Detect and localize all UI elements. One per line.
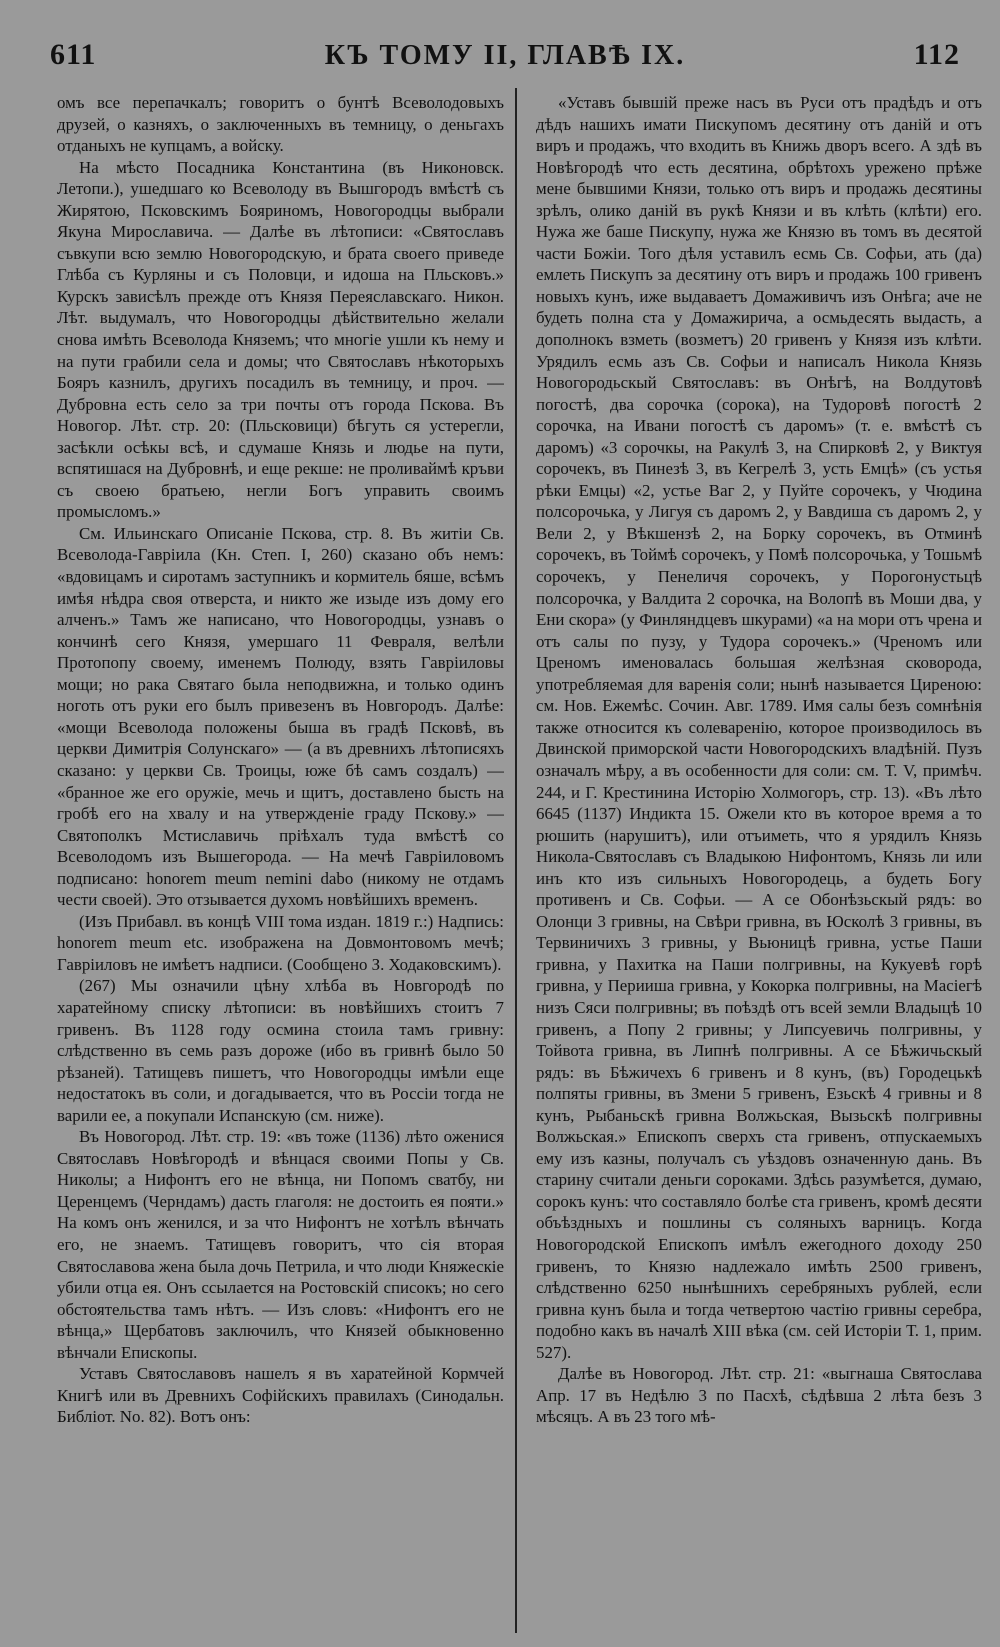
left-column <box>57 92 504 1635</box>
paragraph: Далѣе въ Новогород. Лѣт. стр. 21: «выгнаша Святослава Апр. 17 въ Недѣлю 3 по Пасхѣ, сѣдѣвша 2 лѣта безъ 3 мѣсяцъ. А въ 23 того мѣ- <box>536 1364 982 1427</box>
page-number-right: 112 <box>913 38 960 71</box>
running-title: КЪ ТОМУ II, ГЛАВѢ IX. <box>324 40 686 71</box>
paragraph: На мѣсто Посадника Константина (въ Никоновск. Летопи.), ушедшаго ко Всеволоду въ Вышгородъ вмѣстѣ съ Жирятою, Псковскимъ Бояриномъ, Новогородцы выбрали Якуна Мирославича. — Далѣе въ лѣтописи: «Святославъ съвкупи всю землю Новогородскую, и брата своего приведе Глѣба съ Курляны и съ Половци, и идоша на Пльсковъ.» Курскъ зависѣлъ прежде отъ Князя Переяславскаго. Никон. Лѣт. выдумалъ, что Новогородцы дѣйствительно желали снова имѣть Всеволода Княземъ; что многіе ушли къ нему и на пути грабили села и домы; что Святославъ нѣкоторыхъ Бояръ казнилъ, другихъ посадилъ въ темницу, и проч. — Дубровна есть село за три почты отъ города Пскова. Въ Новогор. Лѣт. стр. 20: (Пльсковици) бѣгуть ся устерегли, засѣкли осѣкы всѣ, и сдумаше Князь и людье на пути, вспятишася на Дубровнѣ, и еще рекше: не проливаймѣ кръви съ своею братьею, негли Богъ управить своимъ промысломъ.» <box>57 157 504 522</box>
right-column <box>536 92 982 1635</box>
paragraph: омъ все перепачкалъ; говоритъ о бунтѣ Всеволодовыхъ друзей, о казняхъ, о заключенныхъ въ темницу, о деньгахъ отданыхъ не купцамъ, а войску. <box>57 93 504 156</box>
page-number-left: 611 <box>50 38 97 71</box>
paragraph: «Уставъ бывшій преже насъ въ Руси отъ прадѣдъ и отъ дѣдъ нашихъ имати Пискупомъ десятину отъ даній и отъ виръ и продажъ, что входить въ Книжь дворъ всего. А здѣ въ Новѣгородѣ что есть десятина, обрѣтохъ урежено прѣже мене бывшими Князи, только отъ виръ и продажь десятины зрѣлъ, олико даній въ рукѣ Князи и въ клѣть (клѣти) его. Нужа же баше Пискупу, нужа же Князю въ томъ въ десятой части Божіи. Того дѣля уставилъ есмь Св. Софьи, ать (да) емлеть Пискупъ за десятину отъ виръ и продажь 100 гривенъ новыхъ кунъ, иже выдаваетъ Домаживичъ изъ Онѣга; аче не будеть полна ста у Домажирича, а осмьдесять выдасть, а дополнокъ взметь (возметъ) 20 гривенъ у Князя изъ клѣти. Урядилъ есмь азъ Св. Софьи и написалъ Никола Князь Новогородьскый Святославъ: въ Онѣгѣ, на Волдутовѣ погостѣ, два сорочка (сорока), на Тудоровѣ погостѣ 2 сорочка, на Ивани погостѣ съ даромъ» (т. е. вмѣстѣ съ даромъ) «3 сорочкы, на Ракулѣ 3, на Спирковѣ 2, у Виктуя сорочекъ, въ Пинезѣ 3, въ Кегрелѣ 3, усть Емцѣ» (съ устья рѣки Емцы) «2, устье Ваг 2, у Пуйте сорочекъ, у Чюдина полсорочька, у Лигуя съ даромъ 2, у Вавдиша съ даромъ 2, у Вели 2, у Вѣкшензѣ 2, на Борку сорочекъ, въ Отминѣ сорочекъ, въ Тоймѣ сорочекъ, у Помѣ полсорочька, у Тошьмѣ сорочекъ, у Пенеличя сорочекъ, у Порогонустьцѣ полсорочка, у Валдита 2 сорочка, на Волопѣ въ Моши два, у Ени скора» (у Финляндцевъ шкурами) «а на мори отъ чрена и отъ салы по пузу, у Тудора сорочекъ.» (Чреномъ или Цреномъ именовалась большая желѣзная сковорода, употребляемая для варенія соли; нынѣ называется Циреною: см. Нов. Ежемѣс. Сочин. Авг. 1789. Имя салы безъ сомнѣнія также относится къ солеваренію, которое производилось въ Двинской приморской части Новогородскихъ владѣній. Пузъ означалъ мѣру, а въ особенности для соли: см. Т. V, примѣч. 244, и Г. Крестинина Исторію Холмогоръ, стр. 13). «Въ лѣто 6645 (1137) Индикта 15. Ожели кто въ которое время а то рюшить (нарушитъ), или отъиметь, что я урядилъ Князь Никола-Святославъ съ Владыкою Нифонтомъ, Князь ли или инъ кто изъ сильныхъ Новогородець, а будеть Богу противенъ и Св. Софьи. — А се Обонѣзьскый рядъ: во Олонци 3 гривны, на Свѣри гривна, въ Юсколѣ 3 гривны, въ Тервиничихъ 3 гривны, у Вьюницѣ гривна, устье Паши гривна, у Пахитка на Паши полгривны, на Кукуевѣ горѣ гривна, у Перииша гривна, у Кокорка полгривны, на Масіегѣ низъ Сяси полгривны; въ поѣздѣ отъ всей земли Владыцѣ 10 гривенъ, а Попу 2 гривны; у Липсуевичь полгривны, у Тойвота гривна, въ Липнѣ полгривны. А се Бѣжичьскый рядъ: въ Бѣжичехъ 6 гривенъ и 8 кунъ, (въ) Городецькѣ полпяты гривны, въ Змени 5 гривенъ, Езьскѣ 4 гривны и 8 кунъ, Рыбаньскѣ гривна Волжьская, Вызьскѣ полгривны Волжьская.» Епископъ сверхъ ста гривенъ, отпускаемыхъ ему изъ казны, получалъ съ уѣздовъ означенную дань. Въ старину считали деньги сороками. Здѣсь разумѣется, думаю, сорокъ кунъ: что составляло болѣе ста гривенъ, кромѣ десяти объѣздныхъ и пошлины съ соляныхъ варницъ. Когда Новогородской Епископъ имѣлъ ежегодного доходу 250 гривенъ, то Князю надлежало имѣть 2500 гривенъ, слѣдственно 6250 нынѣшнихъ серебряныхъ рублей, если гривна кунъ была и тогда четвертою частію гривны серебра, подобно какъ въ началѣ XIII вѣка (см. сей Исторіи Т. 1, прим. 527). <box>536 93 982 1362</box>
column-divider <box>515 88 517 1633</box>
paragraph: Уставъ Святославовъ нашелъ я въ харатейной Кормчей Книгѣ или въ Древнихъ Софійскихъ правилахъ (Синодальн. Библіот. No. 82). Вотъ онъ: <box>57 1364 504 1427</box>
page-header <box>50 38 960 78</box>
paragraph: (267) Мы означили цѣну хлѣба въ Новгородѣ по харатейному списку лѣтописи: въ новѣйшихъ стоитъ 7 гривенъ. Въ 1128 году осмина стоила тамъ гривну: слѣдственно въ семь разъ дороже (ибо въ гривнѣ было 50 рѣзаней). Татищевъ пишетъ, что Новогородцы имѣли еще недостатокъ въ соли, и догадывается, что въ Россіи тогда не варили ее, а покупали Испанскую (см. ниже). <box>57 976 504 1125</box>
paragraph: (Изъ Прибавл. въ концѣ VIII тома издан. 1819 г.:) Надпись: honorem meum etc. изображена на Довмонтовомъ мечѣ; Гавріиловъ не имѣетъ надписи. (Сообщено З. Ходаковскимъ). <box>57 911 504 974</box>
paragraph: Въ Новогород. Лѣт. стр. 19: «въ тоже (1136) лѣто оженися Святославъ Новѣгородѣ и вѣнцася своими Попы у Св. Николы; а Нифонтъ его не вѣнца, ни Попомъ сватбу, ни Церенцемъ (Черндамъ) дасть глаголя: не достоить ея пояти.» На комъ онъ женился, и за что Нифонтъ не хотѣлъ вѣнчать его, не знаемъ. Татищевъ говоритъ, что сія вторая Святославова жена была дочь Петрила, и что люди Княжескіе убили отца ея. Онъ ссылается на Ростовскій списокъ; но сего обстоятельства тамъ нѣтъ. — Изъ словъ: «Нифонтъ его не вѣнца,» Щербатовъ заключилъ, что Князей обыкновенно вѣнчали Епископы. <box>57 1127 504 1362</box>
paragraph: См. Ильинскаго Описаніе Пскова, стр. 8. Въ житіи Св. Всеволода-Гаврiила (Кн. Степ. I, 260) сказано объ немъ: «вдовицамъ и сиротамъ заступникъ и кормитель бяше, всѣмъ имѣя нѣдра своя отверста, и никто же изыде изъ дому его алченъ.» Тамъ же написано, что Новогородцы, узнавъ о кончинѣ сего Князя, умершаго 11 Февраля, велѣли Протопопу своему, именемъ Полюду, взять Гавріиловы мощи; но рака Святаго была неподвижна, и только одинъ ноготь отъ руки его былъ привезенъ въ Новгородъ. Далѣе: «мощи Всеволода положены быша въ градѣ Псковѣ, въ церкви Димитрія Солунскаго» — (а въ древнихъ лѣтописяхъ сказано: у церкви Св. Троицы, юже бѣ самъ создалъ) — «бранное же его оружіе, мечь и щитъ, доставлено бысть на гробѣ его на хвалу и на утвержденіе граду Пскову.» — Святополкъ Мстиславичь пріѣхалъ туда вмѣстѣ со Всеволодомъ изъ Вышегорода. — На мечѣ Гавріиловомъ подписано: honorem meum nemini dabo (никому не отдамъ чести своей). Это отзывается духомъ новѣйшихъ временъ. <box>57 523 504 910</box>
